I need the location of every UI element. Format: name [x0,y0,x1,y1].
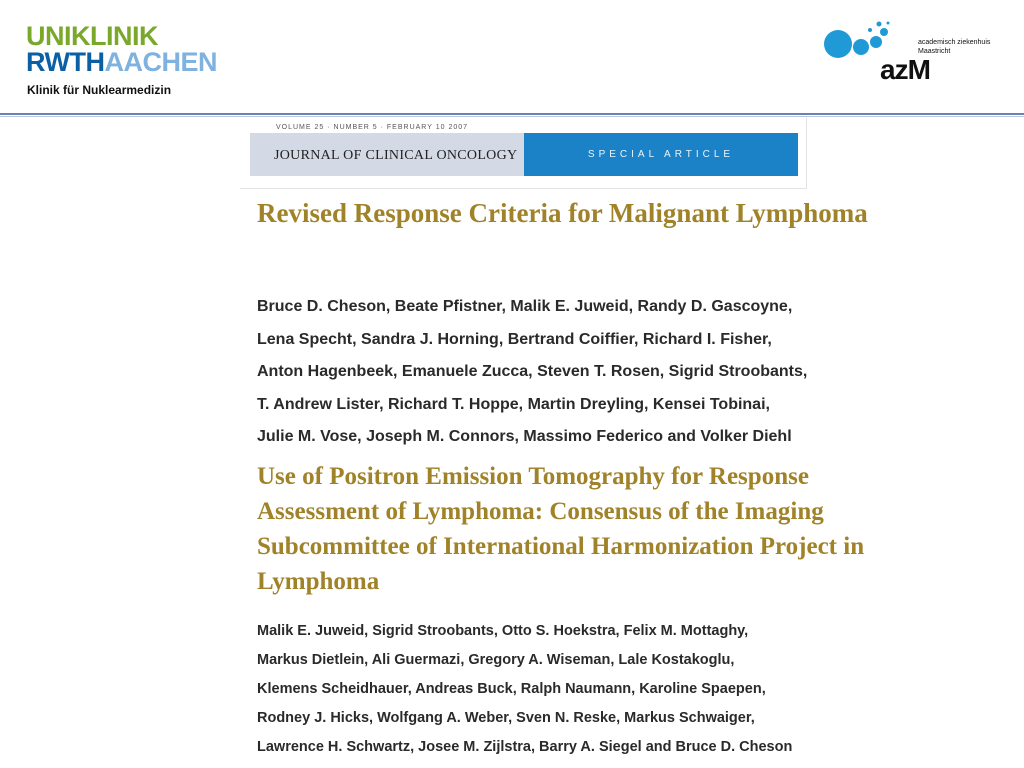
article2-title: Use of Positron Emission Tomography for Response Assessment of Lymphoma: Consensus of the Imaging Subcommittee of International Harmonization Project in Lymphoma [257,463,865,595]
uniklinik-rwth-aachen-logo [26,22,226,102]
logo-subtitle: Klinik für Nuklearmedizin [27,83,172,97]
author-line: Klemens Scheidhauer, Andreas Buck, Ralph Naumann, Karoline Spaepen, [257,681,766,697]
special-article-label: SPECIAL ARTICLE [524,133,798,176]
logo-aachen-part: AACHEN [104,47,218,77]
header-divider [0,113,1024,115]
journal-issue-meta: VOLUME 25 · NUMBER 5 · FEBRUARY 10 2007 [276,124,469,131]
author-line: Bruce D. Cheson, Beate Pfistner, Malik E. Juweid, Randy D. Gascoyne, [257,298,793,315]
author-line: Julie M. Vose, Joseph M. Connors, Massimo Federico and Volker Diehl [257,428,792,445]
author-line: Anton Hagenbeek, Emanuele Zucca, Steven T. Rosen, Sigrid Stroobants, [257,363,808,380]
logo-rwth-part: RWTH [26,47,105,77]
azm-wordmark: azM [880,54,930,85]
article1-authors [257,291,807,454]
azm-subtitle-line2: Maastricht [918,48,951,55]
article1-title: Revised Response Criteria for Malignant Lymphoma [257,198,868,228]
azm-logo [822,18,1012,90]
journal-banner [240,118,807,189]
article2-authors [257,617,792,762]
author-line: Malik E. Juweid, Sigrid Stroobants, Otto S. Hoekstra, Felix M. Mottaghy, [257,623,749,639]
logo-uniklinik-text: UNIKLINIK [26,21,158,51]
journal-name: JOURNAL OF CLINICAL ONCOLOGY [274,148,518,163]
author-line: Lawrence H. Schwartz, Josee M. Zijlstra, Barry A. Siegel and Bruce D. Cheson [257,739,793,755]
author-line: T. Andrew Lister, Richard T. Hoppe, Martin Dreyling, Kensei Tobinai, [257,395,770,413]
author-line: Markus Dietlein, Ali Guermazi, Gregory A. Wiseman, Lale Kostakoglu, [257,652,735,668]
author-line: Rodney J. Hicks, Wolfgang A. Weber, Sven N. Reske, Markus Schwaiger, [257,710,755,726]
logo-rwth-aachen-text [26,48,217,76]
author-line: Lena Specht, Sandra J. Horning, Bertrand Coiffier, Richard I. Fisher, [257,330,772,348]
header-divider-light [0,116,1024,117]
azm-subtitle-line1: academisch ziekenhuis [918,39,991,46]
